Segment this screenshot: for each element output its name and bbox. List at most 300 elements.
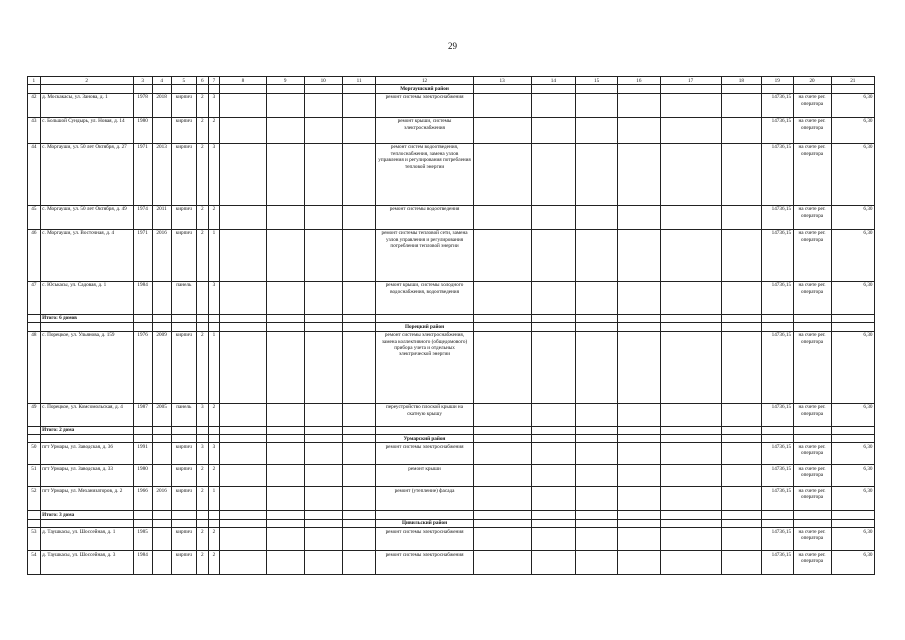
table-cell: [660, 511, 721, 519]
table-cell: [660, 93, 721, 117]
table-cell: [152, 443, 171, 465]
housing-register-table: [27, 76, 875, 575]
table-cell: [660, 331, 721, 403]
table-cell: [721, 314, 761, 322]
empty-cell: [133, 323, 152, 331]
table-cell: [266, 143, 304, 205]
table-cell: [342, 443, 376, 465]
table-cell: 2: [196, 465, 208, 487]
empty-cell: [133, 519, 152, 527]
table-cell: ремонт крыши, системы электроснабжения: [376, 117, 473, 143]
empty-cell: [576, 323, 618, 331]
table-cell: [220, 93, 266, 117]
table-cell: 14736,15: [761, 465, 793, 487]
empty-cell: [473, 323, 531, 331]
empty-cell: [618, 323, 660, 331]
table-cell: [618, 403, 660, 426]
table-cell: [171, 511, 196, 519]
column-number-cell: 4: [152, 77, 171, 85]
empty-cell: [152, 85, 171, 93]
table-cell: 3: [208, 281, 220, 314]
table-row: [28, 93, 875, 117]
table-cell: 53: [28, 528, 41, 551]
table-cell: 14736,15: [761, 403, 793, 426]
table-cell: [473, 465, 531, 487]
table-cell: [208, 511, 220, 519]
table-cell: [28, 314, 41, 322]
table-cell: д. Таушкасы, ул. Шоссейная, д. 3: [40, 551, 133, 575]
table-cell: [304, 229, 342, 281]
empty-cell: [40, 519, 133, 527]
table-cell: [721, 229, 761, 281]
column-number-cell: 10: [304, 77, 342, 85]
table-cell: 1978: [133, 93, 152, 117]
table-cell: с. Порецкое, ул. Ульянова, д. 159: [40, 331, 133, 403]
table-cell: [342, 511, 376, 519]
table-cell: на счете рег. оператора: [793, 465, 831, 487]
table-cell: [304, 314, 342, 322]
empty-cell: [266, 85, 304, 93]
table-cell: ремонт системы электроснабжения: [376, 93, 473, 117]
table-cell: [304, 93, 342, 117]
empty-cell: [531, 519, 575, 527]
table-cell: [576, 403, 618, 426]
table-row: [28, 117, 875, 143]
table-cell: [220, 205, 266, 229]
table-cell: [473, 528, 531, 551]
table-cell: ремонт системы электроснабжения: [376, 528, 473, 551]
table-cell: [576, 331, 618, 403]
table-cell: [473, 443, 531, 465]
table-cell: [531, 314, 575, 322]
empty-cell: [266, 519, 304, 527]
table-cell: пгт Урмары, ул. Заводская, д. 33: [40, 465, 133, 487]
table-cell: [531, 331, 575, 403]
table-row: [28, 331, 875, 403]
table-cell: 1974: [133, 205, 152, 229]
table-cell: 3: [208, 443, 220, 465]
table-cell: 14736,15: [761, 143, 793, 205]
table-cell: [531, 443, 575, 465]
empty-cell: [531, 85, 575, 93]
table-cell: 14736,15: [761, 551, 793, 575]
table-cell: 2: [208, 551, 220, 575]
table-row: [28, 143, 875, 205]
table-cell: 14736,15: [761, 281, 793, 314]
table-cell: 1: [208, 229, 220, 281]
table-cell: 2013: [152, 143, 171, 205]
table-cell: [660, 443, 721, 465]
table-cell: [133, 511, 152, 519]
district-name: Цивильский район: [376, 519, 473, 527]
table-cell: [220, 443, 266, 465]
district-header-row: [28, 435, 875, 443]
table-cell: [266, 281, 304, 314]
table-cell: 2011: [152, 205, 171, 229]
table-cell: с. Моргауши, ул. Восточная, д. 4: [40, 229, 133, 281]
empty-cell: [660, 519, 721, 527]
empty-cell: [721, 85, 761, 93]
table-cell: [208, 426, 220, 434]
table-cell: [618, 511, 660, 519]
table-cell: [304, 511, 342, 519]
table-cell: ремонт системы электроснабжения: [376, 551, 473, 575]
empty-cell: [220, 323, 266, 331]
table-cell: [831, 314, 874, 322]
empty-cell: [304, 519, 342, 527]
table-cell: [618, 229, 660, 281]
empty-cell: [220, 85, 266, 93]
empty-cell: [220, 435, 266, 443]
column-number-cell: 21: [831, 77, 874, 85]
empty-cell: [266, 435, 304, 443]
district-header-row: [28, 323, 875, 331]
empty-cell: [473, 519, 531, 527]
empty-cell: [28, 435, 41, 443]
table-cell: 2: [196, 487, 208, 511]
table-cell: [28, 426, 41, 434]
table-cell: с. Порецкое, ул. Комсомольская, д. 4: [40, 403, 133, 426]
table-cell: ремонт системы электроснабжения: [376, 443, 473, 465]
table-cell: [304, 551, 342, 575]
table-cell: 6,30: [831, 551, 874, 575]
empty-cell: [660, 435, 721, 443]
column-number-cell: 11: [342, 77, 376, 85]
table-cell: панель: [171, 281, 196, 314]
empty-cell: [660, 323, 721, 331]
empty-cell: [761, 85, 793, 93]
table-cell: [761, 314, 793, 322]
table-cell: [304, 117, 342, 143]
table-row: [28, 487, 875, 511]
table-cell: 1985: [133, 528, 152, 551]
table-cell: с. Моргауши, ул. 50 лет Октября, д. 49: [40, 205, 133, 229]
column-number-cell: 2: [40, 77, 133, 85]
table-cell: [304, 143, 342, 205]
table-cell: [152, 511, 171, 519]
table-cell: [304, 426, 342, 434]
table-cell: [761, 426, 793, 434]
table-cell: на счете рег. оператора: [793, 403, 831, 426]
table-cell: 2009: [152, 331, 171, 403]
column-number-cell: 14: [531, 77, 575, 85]
table-cell: 1984: [133, 551, 152, 575]
table-cell: [531, 487, 575, 511]
table-cell: 1980: [133, 117, 152, 143]
table-cell: [220, 465, 266, 487]
table-cell: на счете рег. оператора: [793, 205, 831, 229]
empty-cell: [40, 323, 133, 331]
table-cell: кирпич: [171, 117, 196, 143]
empty-cell: [342, 323, 376, 331]
empty-cell: [761, 519, 793, 527]
table-cell: [831, 426, 874, 434]
table-cell: 2: [196, 551, 208, 575]
table-cell: [618, 331, 660, 403]
table-cell: [576, 229, 618, 281]
column-number-cell: 19: [761, 77, 793, 85]
table-cell: [576, 143, 618, 205]
table-cell: 2: [196, 205, 208, 229]
table-cell: [220, 281, 266, 314]
empty-cell: [40, 435, 133, 443]
empty-cell: [473, 85, 531, 93]
table-cell: [152, 314, 171, 322]
column-number-cell: 8: [220, 77, 266, 85]
table-row: [28, 281, 875, 314]
total-row: [28, 426, 875, 434]
table-cell: 2: [196, 229, 208, 281]
district-header-row: [28, 519, 875, 527]
table-cell: ремонт системы тепловой сети, замена узлов управления и регулирования потребления тепловой энергии: [376, 229, 473, 281]
table-cell: [618, 443, 660, 465]
table-cell: [133, 314, 152, 322]
table-cell: 48: [28, 331, 41, 403]
table-cell: 1971: [133, 143, 152, 205]
table-cell: [660, 551, 721, 575]
table-cell: [266, 528, 304, 551]
empty-cell: [761, 435, 793, 443]
table-cell: [576, 487, 618, 511]
table-cell: [266, 465, 304, 487]
table-cell: 1: [208, 331, 220, 403]
total-row: [28, 314, 875, 322]
table-cell: с. Юськасы, ул. Садовая, д. 1: [40, 281, 133, 314]
table-cell: [618, 143, 660, 205]
table-cell: [531, 528, 575, 551]
empty-cell: [831, 519, 874, 527]
table-cell: [721, 426, 761, 434]
table-cell: [342, 331, 376, 403]
table-cell: [473, 487, 531, 511]
table-cell: 6,30: [831, 465, 874, 487]
table-cell: [576, 426, 618, 434]
table-cell: [266, 229, 304, 281]
empty-cell: [721, 323, 761, 331]
empty-cell: [618, 435, 660, 443]
table-cell: [220, 331, 266, 403]
total-row: [28, 511, 875, 519]
table-cell: 6,30: [831, 331, 874, 403]
table-cell: 3: [208, 93, 220, 117]
table-cell: [196, 314, 208, 322]
table-cell: [266, 331, 304, 403]
table-cell: [152, 551, 171, 575]
table-cell: [266, 487, 304, 511]
table-cell: [473, 281, 531, 314]
table-cell: [576, 93, 618, 117]
table-cell: 14736,15: [761, 528, 793, 551]
table-cell: на счете рег. оператора: [793, 331, 831, 403]
column-number-cell: 5: [171, 77, 196, 85]
table-cell: [793, 314, 831, 322]
table-cell: 2: [196, 93, 208, 117]
table-cell: [196, 511, 208, 519]
empty-cell: [793, 323, 831, 331]
empty-cell: [831, 435, 874, 443]
table-cell: [342, 426, 376, 434]
table-cell: [196, 426, 208, 434]
empty-cell: [266, 323, 304, 331]
table-cell: [342, 143, 376, 205]
column-number-cell: 13: [473, 77, 531, 85]
empty-cell: [196, 85, 208, 93]
table-cell: 43: [28, 117, 41, 143]
table-cell: [576, 117, 618, 143]
table-cell: [618, 93, 660, 117]
table-cell: пгт Урмары, ул. Заводская, д. 36: [40, 443, 133, 465]
table-cell: [531, 403, 575, 426]
empty-cell: [196, 435, 208, 443]
table-cell: [531, 511, 575, 519]
table-cell: 2: [196, 143, 208, 205]
table-cell: [721, 487, 761, 511]
table-cell: [721, 205, 761, 229]
table-cell: [576, 281, 618, 314]
empty-cell: [660, 85, 721, 93]
table-cell: ремонт системы водоотведения: [376, 205, 473, 229]
table-cell: кирпич: [171, 465, 196, 487]
table-cell: [266, 314, 304, 322]
table-cell: [721, 117, 761, 143]
empty-cell: [171, 519, 196, 527]
table-cell: ремонт крыши, системы холодного водоснабжения, водоотведения: [376, 281, 473, 314]
table-cell: [376, 511, 473, 519]
table-cell: [721, 143, 761, 205]
empty-cell: [831, 85, 874, 93]
table-cell: [304, 331, 342, 403]
table-cell: Итого: 6 домов: [40, 314, 133, 322]
empty-cell: [531, 435, 575, 443]
table-cell: [220, 229, 266, 281]
empty-cell: [342, 519, 376, 527]
table-row: [28, 205, 875, 229]
column-number-cell: 6: [196, 77, 208, 85]
table-cell: кирпич: [171, 229, 196, 281]
table-cell: 46: [28, 229, 41, 281]
table-cell: [473, 551, 531, 575]
table-cell: [152, 426, 171, 434]
table-cell: 1980: [133, 465, 152, 487]
table-cell: 14736,15: [761, 117, 793, 143]
table-cell: 50: [28, 443, 41, 465]
table-row: [28, 229, 875, 281]
district-name: Моргаушский район: [376, 85, 473, 93]
table-cell: [266, 117, 304, 143]
table-cell: [304, 443, 342, 465]
table-cell: 6,30: [831, 205, 874, 229]
table-cell: на счете рег. оператора: [793, 281, 831, 314]
table-cell: ремонт системы электроснабжения, замена коллективного (общедомового) прибора учета и отдельных электрической энергии: [376, 331, 473, 403]
empty-cell: [473, 435, 531, 443]
table-cell: пгт Урмары, ул. Механизаторов, д. 2: [40, 487, 133, 511]
table-cell: [266, 426, 304, 434]
table-cell: 14736,15: [761, 443, 793, 465]
table-cell: [342, 314, 376, 322]
table-cell: [342, 229, 376, 281]
table-cell: [473, 205, 531, 229]
table-cell: [133, 426, 152, 434]
table-cell: 6,30: [831, 528, 874, 551]
table-cell: 14736,15: [761, 331, 793, 403]
empty-cell: [208, 85, 220, 93]
table-cell: [473, 511, 531, 519]
table-cell: на счете рег. оператора: [793, 93, 831, 117]
district-name: Порецкий район: [376, 323, 473, 331]
table-cell: [152, 465, 171, 487]
table-cell: [304, 487, 342, 511]
empty-cell: [208, 323, 220, 331]
table-cell: [721, 443, 761, 465]
district-header-row: [28, 85, 875, 93]
table-cell: [220, 487, 266, 511]
column-number-cell: 3: [133, 77, 152, 85]
table-cell: на счете рег. оператора: [793, 487, 831, 511]
table-cell: [220, 511, 266, 519]
table-cell: 1984: [133, 281, 152, 314]
table-cell: 52: [28, 487, 41, 511]
table-cell: 2016: [152, 487, 171, 511]
table-cell: кирпич: [171, 528, 196, 551]
table-cell: [618, 426, 660, 434]
table-cell: [576, 528, 618, 551]
table-cell: [618, 528, 660, 551]
table-cell: [576, 511, 618, 519]
table-cell: 2: [196, 331, 208, 403]
table-cell: [266, 205, 304, 229]
table-cell: [531, 229, 575, 281]
table-cell: [266, 511, 304, 519]
table-row: [28, 403, 875, 426]
table-cell: [721, 465, 761, 487]
table-cell: 51: [28, 465, 41, 487]
empty-cell: [304, 435, 342, 443]
table-cell: [618, 314, 660, 322]
table-cell: [531, 426, 575, 434]
table-cell: [576, 314, 618, 322]
table-cell: [473, 314, 531, 322]
table-cell: 2: [196, 528, 208, 551]
table-cell: на счете рег. оператора: [793, 229, 831, 281]
table-cell: 3: [196, 443, 208, 465]
table-cell: [473, 143, 531, 205]
table-cell: [531, 205, 575, 229]
table-cell: 2: [208, 205, 220, 229]
table-cell: [266, 551, 304, 575]
table-cell: [531, 117, 575, 143]
table-cell: 2: [208, 528, 220, 551]
table-cell: 6,30: [831, 443, 874, 465]
empty-cell: [171, 323, 196, 331]
table-cell: 1971: [133, 229, 152, 281]
empty-cell: [196, 323, 208, 331]
empty-cell: [208, 519, 220, 527]
table-cell: [660, 487, 721, 511]
column-number-cell: 16: [618, 77, 660, 85]
table-cell: [342, 551, 376, 575]
table-cell: [28, 511, 41, 519]
empty-cell: [721, 435, 761, 443]
table-cell: панель: [171, 403, 196, 426]
table-cell: [721, 331, 761, 403]
empty-cell: [304, 323, 342, 331]
empty-cell: [793, 435, 831, 443]
page-number: 29: [448, 41, 457, 51]
table-cell: д. Москакасы, ул. Занова, д. 1: [40, 93, 133, 117]
table-cell: [304, 528, 342, 551]
table-cell: 6,30: [831, 229, 874, 281]
table-cell: 14736,15: [761, 205, 793, 229]
